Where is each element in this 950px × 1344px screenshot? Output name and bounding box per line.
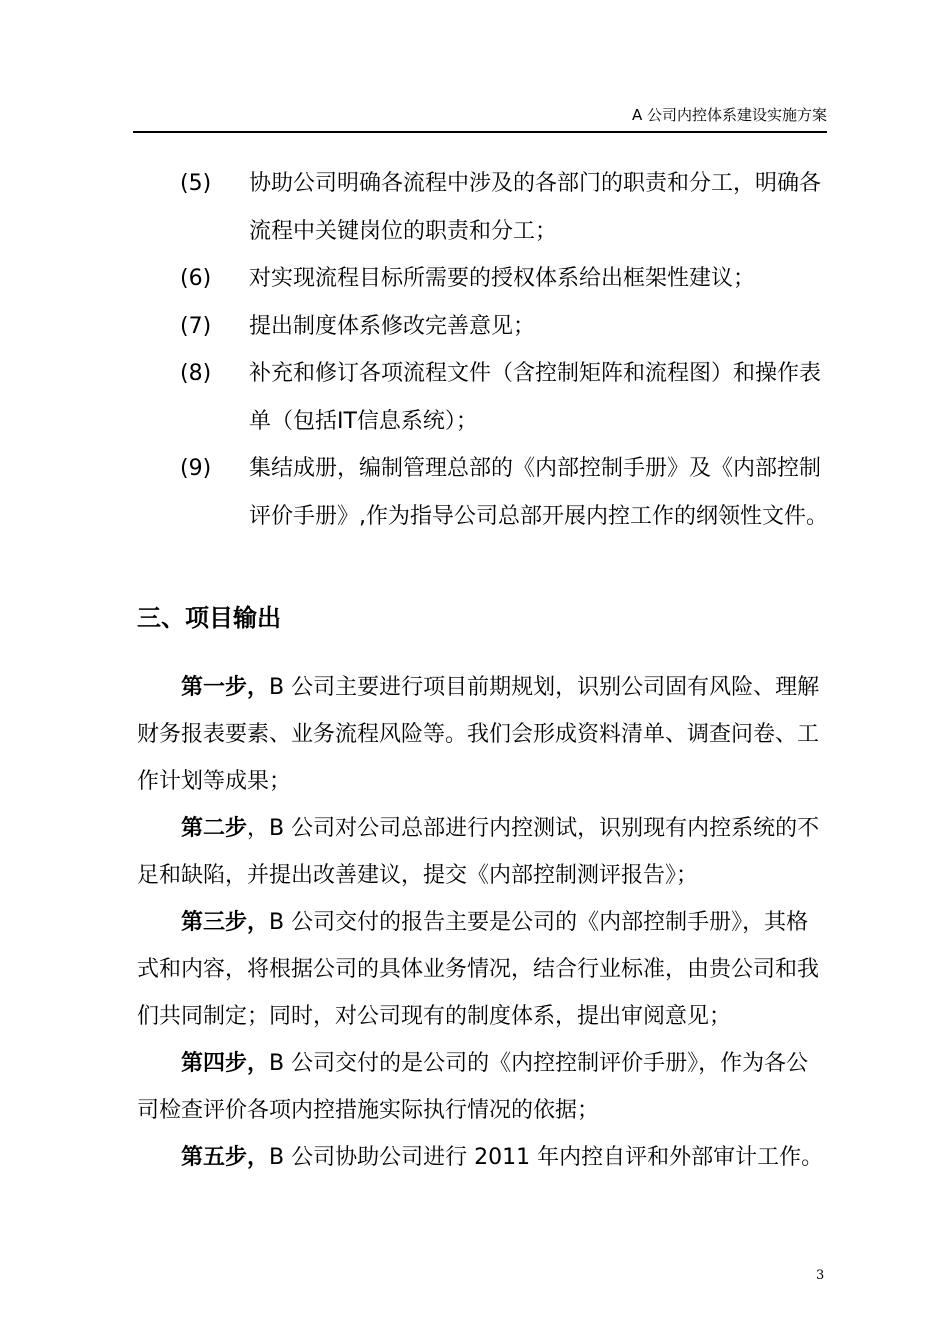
numbered-list [180,160,830,540]
step-paragraph [137,805,829,899]
list-item-text: 补充和修订各项流程文件（含控制矩阵和流程图）和操作表单（包括IT信息系统）； [249,361,822,434]
step-text: ，B 公司对公司总部进行内控测试，识别现有内控系统的不足和缺陷，并提出改善建议，提交《内部控制测评报告》； [137,816,820,888]
list-item-number: (9) [180,456,212,481]
list-item-number: (5) [180,171,212,196]
list-item [180,445,830,540]
step-label: 第一步， [181,675,270,700]
steps-body [137,664,829,1181]
step-label: 第四步， [181,1051,270,1076]
step-label: 第三步， [181,910,270,935]
step-text: B 公司交付的报告主要是公司的《内部控制手册》，其格式和内容，将根据公司的具体业务情况，结合行业标准，由贵公司和我们共同制定；同时，对公司现有的制度体系，提出审阅意见； [137,910,820,1029]
step-text: B 公司协助公司进行 2011 年内控自评和外部审计工作。 [269,1145,824,1170]
section-heading: 三、项目输出 [137,604,281,632]
header-title: A 公司内控体系建设实施方案 [631,106,827,124]
list-item-number: (6) [180,266,212,291]
step-label: 第五步， [181,1145,270,1170]
list-item [180,303,830,351]
page-header [133,100,827,133]
page-number: 3 [816,1268,825,1283]
step-text: B 公司主要进行项目前期规划，识别公司固有风险、理解财务报表要素、业务流程风险等。我们会形成资料清单、调查问卷、工作计划等成果； [137,675,820,794]
list-item-number: (7) [180,313,212,339]
step-paragraph [137,1040,829,1134]
list-item-text: 协助公司明确各流程中涉及的各部门的职责和分工，明确各流程中关键岗位的职责和分工； [249,171,822,244]
list-item [180,160,830,255]
step-label: 第二步 [181,816,248,841]
step-paragraph [137,664,829,805]
list-item-text: 对实现流程目标所需要的授权体系给出框架性建议； [249,266,756,291]
list-item-text: 集结成册，编制管理总部的《内部控制手册》及《内部控制评价手册》,作为指导公司总部开展内控工作的纲领性文件。 [249,456,828,529]
step-text: B 公司交付的是公司的《内控控制评价手册》，作为各公司检查评价各项内控措施实际执行情况的依据； [137,1051,809,1123]
step-paragraph [137,1134,829,1181]
list-item [180,350,830,445]
list-item-number: (8) [180,361,212,386]
list-item-text: 提出制度体系修改完善意见； [249,313,536,339]
step-paragraph [137,899,829,1040]
list-item [180,255,830,303]
